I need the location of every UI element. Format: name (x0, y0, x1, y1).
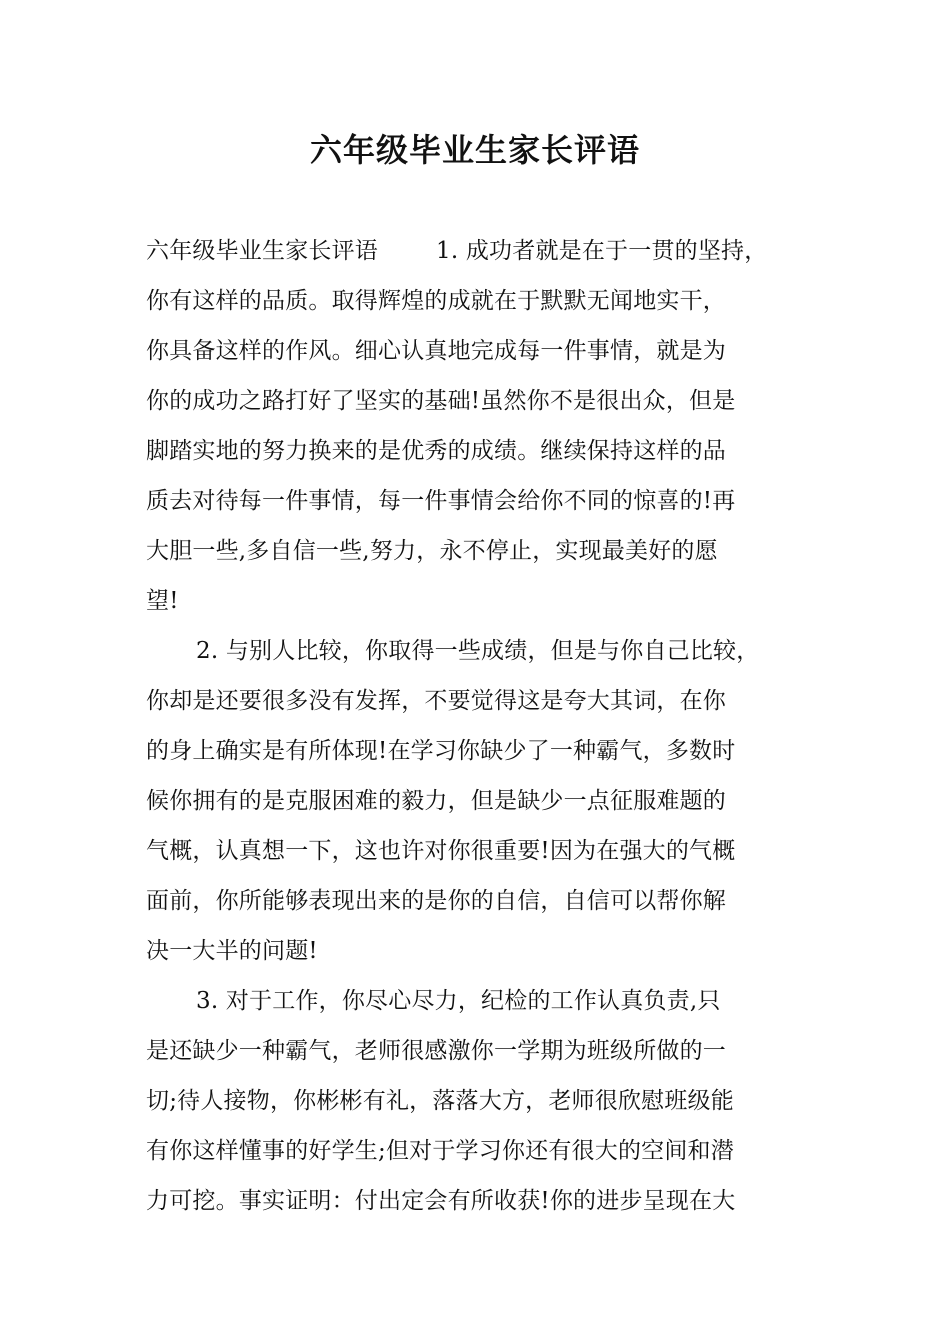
body-line-10: 你却是还要很多没有发挥，不要觉得这是夸大其词，在你 (146, 688, 726, 714)
body-line-1 (146, 226, 826, 276)
body-line-9: 2. 与别人比较，你取得一些成绩，但是与你自己比较， (196, 638, 760, 664)
body-line-4: 你的成功之路打好了坚实的基础!虽然你不是很出众，但是 (146, 388, 736, 414)
body-line-6: 质去对待每一件事情，每一件事情会给你不同的惊喜的!再 (146, 488, 736, 514)
body-line-3: 你具备这样的作风。细心认真地完成每一件事情，就是为 (146, 338, 726, 364)
body-line-12: 候你拥有的是克服困难的毅力，但是缺少一点征服难题的 (146, 788, 726, 814)
body-line-11: 的身上确实是有所体现!在学习你缺少了一种霸气，多数时 (146, 738, 736, 764)
body-line-15: 决一大半的问题! (146, 938, 318, 964)
body-line-7: 大胆一些,多自信一些,努力，永不停止，实现最美好的愿 (146, 538, 718, 564)
body-line-5: 脚踏实地的努力换来的是优秀的成绩。继续保持这样的品 (146, 438, 726, 464)
body-line-14: 面前，你所能够表现出来的是你的自信，自信可以帮你解 (146, 888, 726, 914)
body-line-2: 你有这样的品质。取得辉煌的成就在于默默无闻地实干， (146, 288, 726, 314)
body-line-18: 切;待人接物，你彬彬有礼，落落大方，老师很欣慰班级能 (146, 1088, 734, 1114)
lead-label: 六年级毕业生家长评语 (146, 238, 378, 264)
document-title: 六年级毕业生家长评语 (309, 131, 640, 169)
paragraph-1-start: 1. 成功者就是在于一贯的坚持， (436, 238, 768, 264)
body-line-16: 3. 对于工作，你尽心尽力，纪检的工作认真负责,只 (196, 988, 721, 1014)
body-line-8: 望! (146, 588, 179, 614)
body-line-17: 是还缺少一种霸气，老师很感激你一学期为班级所做的一 (146, 1038, 726, 1064)
document-body (146, 226, 826, 1226)
body-line-19: 有你这样懂事的好学生;但对于学习你还有很大的空间和潜 (146, 1138, 734, 1164)
body-line-20: 力可挖。事实证明：付出定会有所收获!你的进步呈现在大 (146, 1188, 736, 1214)
body-line-13: 气概，认真想一下，这也许对你很重要!因为在强大的气概 (146, 838, 736, 864)
